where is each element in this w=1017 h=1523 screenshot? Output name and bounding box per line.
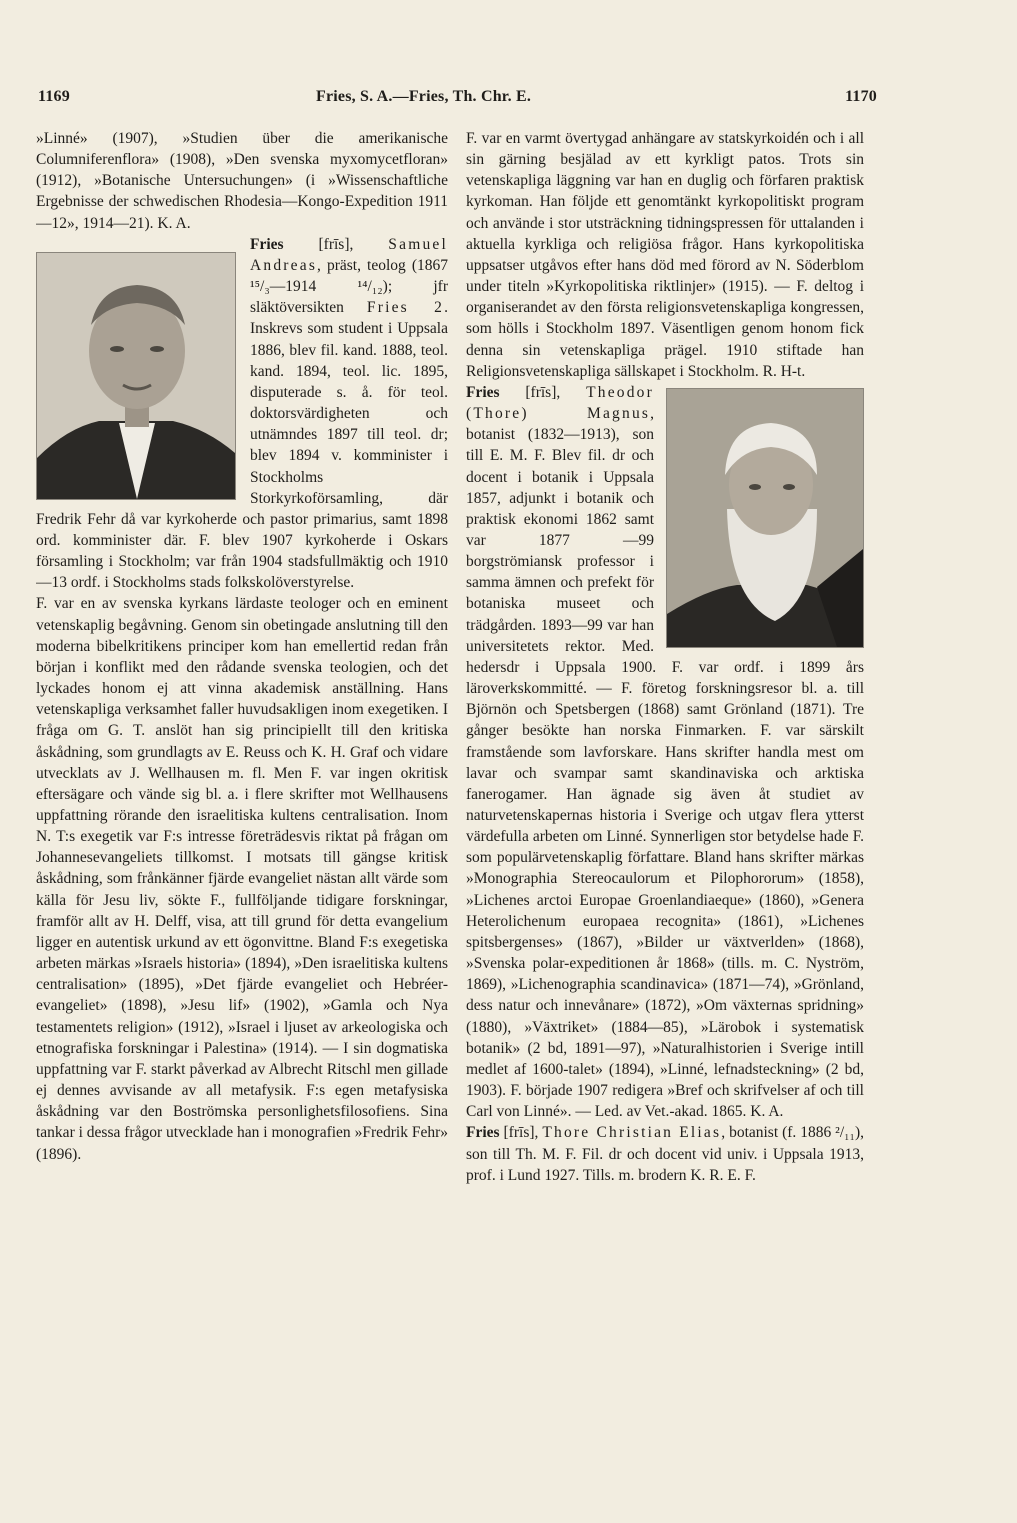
family-reference: Fries 2: [366, 299, 445, 317]
page-number-right: 1170: [845, 88, 877, 105]
entry-name: Fries: [466, 383, 500, 401]
entry-text: , präst, teolog (1867 ¹⁵/₃—1914 ¹⁴/₁₂); jfr släktöversikten: [250, 256, 448, 317]
entry-text: , botanist (1832—1913), son till E. M. F. Blev fil. dr och docent i botanik i Uppsala 1857, adjunkt i botanik och praktisk ekonomi 1862 samt var 1877 —99 borgströmiansk professor i samma ämnen och prefekt för botaniska museet och trädgården. 1893—99 var han universitetets rektor. Med. hedersdr i Uppsala 1900. F. var ordf. i 1899 års läroverkskommitté. — F. företog forskningsresor bl. a. till Björnön och Spetsbergen (1868) samt Grönland (1871). Tre gånger besökte han norska Finmarken. F. var särskilt framstående som lavforskare. Hans skrifter handla mest om lavar och svampar samt skandinaviska och arktiska fanerogamer. Han ägnade sig även åt studiet av naturvetenskapernas historia i Sverige och utgav flera ytterst värdefulla arbeten om Linné. Synnerligen stor betydelse hade F. som populärvetenskaplig författare. Bland hans skrifter märkas »Monographia Stereocaulorum et Pilophororum» (1858), »Lichenes arctoi Europae Groenlandiaeque» (1860), »Genera Heterolichenum europaea recognita» (1861), »Lichenes spitsbergenses» (1867), »Bilder ur växtverlden» (1868), »Svenska polar-expeditionen år 1868» (tills. m. C. Nyström, 1869), »Lichenographia scandinavica» (1871—74), »Grönland, dess natur och innevånare» (1872), »Om växternas spridning» (1880), »Växtriket» (1884—85), »Lärobok i systematisk botanik» (2 bd, 1891—97), »Naturalhistorien i Sverige intill medlet af 1600-talet» (1894), »Linné, lefnadsteckning» (2 bd, 1903). F. började 1907 redigera »Bref och skrifvelser af och till Carl von Linné». — Led. av Vet.-akad. 1865. K. A.: [466, 405, 864, 1121]
running-head: Fries, S. A.—Fries, Th. Chr. E.: [316, 88, 532, 105]
portrait-photo-samuel-andreas-fries: [36, 252, 236, 500]
portrait-image: [37, 253, 235, 499]
portrait-photo-theodor-magnus-fries: [666, 388, 864, 648]
entry-text: . Inskrevs som student i Uppsala 1886, blev fil. kand. 1888, teol. kand. 1894, teol. lic. 1895, disputerade s. å. för teol. doktorsvärdigheten och utnämndes 1897 till teol. dr; blev 1894 v. komminister i Stockholms Storkyrkoförsamling, där Fredrik Fehr då var kyrkoherde och pastor primarius, samt 1898 ord. komminister där. F. blev 1907 kyrkoherde i Oskars församling i Stockholm; var från 1904 stadsfullmäktig och 1910—13 ordf. i Stockholms stads folkskolöverstyrelse.: [36, 299, 448, 592]
given-names: Thore Christian Elias: [542, 1124, 722, 1142]
left-column: [36, 128, 448, 1378]
paragraph: »Linné» (1907), »Studien über die amerikanische Columniferenflora» (1908), »Den svenska myxomycetfloran» (1912), »Botanische Untersuchungen» (i »Wissenschaftliche Ergebnisse der schwedischen Rhodesia—Kongo-Expedition 1911—12», 1914—21). K. A.: [36, 130, 448, 232]
page-number-left: 1169: [38, 88, 70, 105]
pronunciation: [frīs],: [499, 1124, 543, 1142]
paragraph: [466, 1122, 864, 1185]
paragraph: F. var en av svenska kyrkans lärdaste teologer och en eminent vetenskaplig begåvning. Genom sin obetingade anslutning till den moderna bibelkritikens principer kom han emellertid redan från början i konflikt med den rådande svenska teologien, och det lyckades honom ej att vinna akademisk anställning. Hans vetenskapliga verksamhet faller huvudsakligen inom exegetiken. I fråga om G. T. anslöt han sig principiellt till den kritiska åskådning, som grundlagts av E. Reuss och K. H. Graf och vidare utvecklats av J. Wellhausen m. fl. Men F. var ingen okritisk eftersägare och vände sig bl. a. i flere skrifter mot Wellhausens uppfattning rörande den israelitiska kultens centralisation. Inom N. T:s exegetik var F:s intresse företrädesvis riktat på frågan om Johannesevangeliets tillkomst. I motsats till gängse kritisk åskådning, som frånkänner fjärde evangeliet nästan allt värde som källa för Jesu liv, sökte F., fullföljande tidigare forskningar, framför allt av H. Delff, visa, att till grund för detta evangelium ligger en autentisk urkund av ett ögonvittne. Bland F:s exegetiska arbeten märkas »Israels historia» (1894), »Den israelitiska kultens centralisation» (1895), »Det fjärde evangeliet och Hebréer-evangeliet» (1898), »Jesu lif» (1902), »Gamla och Nya testamentets religion» (1912), »Israel i ljuset av arkeologiska och etnografiska forskningar i Palestina» (1914). — I sin dogmatiska uppfattning var F. starkt påverkad av Albrecht Ritschl men gillade ej dennes avvisande av all metafysik. F:s egen metafysiska åskådning var den Boströmska personlighetsfilosofiens. Sina tankar i dessa frågor utvecklade han i monografien »Fredrik Fehr» (1896).: [36, 595, 448, 1163]
given-names: Samuel Andreas: [250, 235, 448, 274]
pronunciation: [frīs],: [499, 383, 587, 401]
right-column: [466, 128, 864, 1378]
entry-name: Fries: [250, 235, 284, 253]
pronunciation: [frīs],: [283, 235, 389, 253]
portrait-image: [667, 389, 863, 647]
entry-text: , botanist (f. 1886 ²/₁₁), son till Th. M. F. Fil. dr och docent vid univ. i Uppsala 1913, prof. i Lund 1927. Tills. m. brodern K. R. E. F.: [466, 1124, 864, 1184]
given-names: Theodor (Thore) Magnus: [466, 383, 654, 423]
paragraph: F. var en varmt övertygad anhängare av statskyrkoidén och i all sin gärning besjälad av ett kyrkligt patos. Trots sin vetenskapliga läggning var han en duglig och förfaren praktisk kyrkoman. Han följde ett genomtänkt kyrkopolitiskt program och använde i stor utsträckning tidningspressen för uttalanden i aktuella kyrkliga och religiösa frågor. Hans kyrkopolitiska uppsatser utgåvos efter hans död med förord av N. Söderblom under titeln »Kyrkopolitiska riktlinjer» (1915). — F. deltog i organiserandet av den första religionsvetenskapliga kongressen, som hölls i Stockholm 1897. Väsentligen genom honom fick denna sin vetenskapliga prägel. 1910 stiftade han Religionsvetenskapliga sällskapet i Stockholm. R. H-t.: [466, 130, 864, 380]
entry-name: Fries: [466, 1124, 500, 1142]
